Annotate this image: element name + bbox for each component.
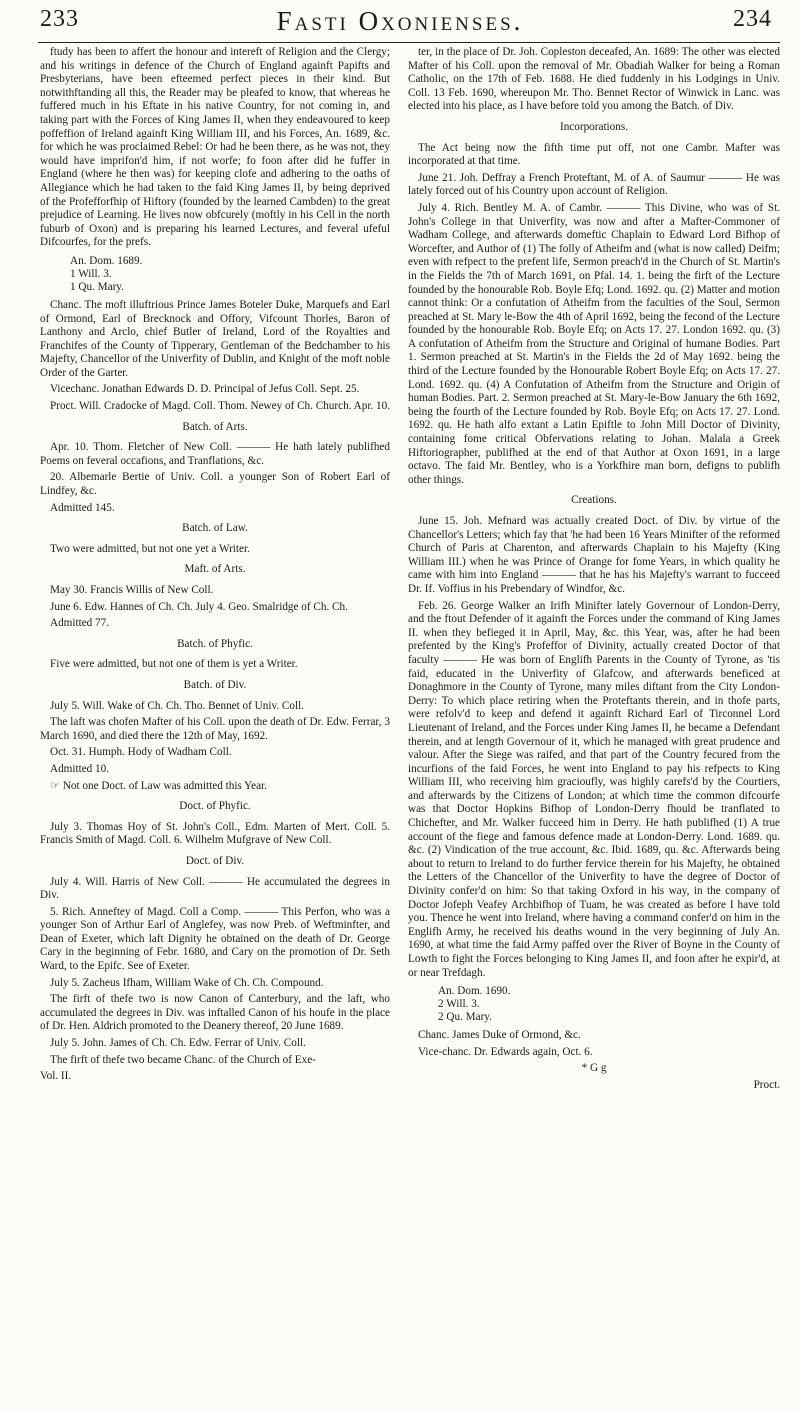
section-heading: Doct. of Div.	[185, 854, 245, 867]
paragraph: ☞ Not one Doct. of Law was admitted this Year.	[50, 779, 267, 792]
section-heading: Maft. of Arts.	[184, 563, 246, 576]
paragraph: July 5. Will. Wake of Ch. Ch. Tho. Bennet of Univ. Coll.	[50, 699, 304, 712]
paragraph: Proct. Will. Cradocke of Magd. Coll. Thom. Newey of Ch. Church. Apr. 10.	[50, 400, 391, 413]
paragraph: Oct. 31. Humph. Hody of Wadham Coll.	[50, 746, 232, 759]
regnal-year: 1 Qu. Mary.	[70, 280, 124, 293]
paragraph: Admitted 77.	[50, 617, 110, 630]
paragraph: July 5. John. James of Ch. Ch. Edw. Ferrar of Univ. Coll.	[50, 1037, 306, 1050]
left-column	[40, 46, 390, 1087]
paragraph: June 6. Edw. Hannes of Ch. Ch. July 4. Geo. Smalridge of Ch. Ch.	[50, 600, 348, 613]
paragraph: Feb. 26. George Walker an Irifh Minifter lately Governour of London-Derry, and the ftout Defender of it againft the Forces under the command of King James II. when they befieged it in April, May, &c. this Year, was, after he had been prefented by the King's Profeffor of Divinity, actually created Doctor of that faculty ——— He was born of Englifh Parents in the County of Tyrone, as 'tis faid, educated in the Univerfity of Glafcow, and afterwards beneficed at Donaghmore in the County of Tyrone, many miles diftant from the City London-Derry: To which place retiring when the Proteftants therein, and in thofe parts, were refolv'd to keep and defend it againft Richard Earl of Tirconnel Lord Lieutenant of Ireland, and the Forces under King James II, he became a Defendant therein, and at length Governour of it, which he managed with great prudence and valour. After the Siege was raifed, and that part of the Country fecured from the incurfions of the faid Forces, he went into England to pay his refpects to King William III, who receiving him gracioufly, was highly carefs'd by the Courtiers, and afterwards by the Citizens of London; at which time the common difcourfe was that Doctor Hopkins Bifhop of London-Derry fhould be tranflated to Chichefter, and Mr. Walker fucceed him in Derry. He hath publifhed (1) A true account of the fiege and famous defence made at London-Derry. Lond. 1689. qu. &c. (2) Vindication of the true account, &c. Ibid. 1689, qu. &c. Afterwards being about to return to Ireland to do further fervice therein for his Majefty, he obtained the Letters of the Chancellor of the Univerfity to have the degree of Doctor of Divinity confer'd on him: So that taking Oxford in his way, in the company of Doctor Jofeph Veafey Archbifhop of Tuam, he was created as before I have told you. Thence he went into Ireland, where having a command confer'd on him in the Englifh Army, he received his deaths wound in the very beginning of July An. 1690, at what time the faid Army paffed over the River of Boyne in the County of Lowth to fight the Forces belonging to King James II, and foon after he expir'd, at or near Trefdagh.	[408, 599, 780, 979]
paragraph: Two were admitted, but not one yet a Writer.	[50, 542, 250, 555]
paragraph: Five were admitted, but not one of them is yet a Writer.	[50, 658, 298, 671]
catchword: Proct.	[753, 1078, 780, 1091]
paragraph: 5. Rich. Anneftey of Magd. Coll a Comp. ——— This Perfon, who was a younger Son of Arthur Earl of Anglefey, was now Preb. of Weftminfter, and Dean of Exeter, which laft Dignity he obtained on the death of Dr. George Cary in the beginning of Febr. 1680, and Cary on the promotion of Dr. Seth Ward, to the Epifc. See of Exeter.	[40, 905, 390, 973]
paragraph: Apr. 10. Thom. Fletcher of New Coll. ——— He hath lately publifhed Poems on feveral occafions, and Tranflations, &c.	[40, 441, 390, 467]
regnal-year-block	[438, 985, 780, 1024]
running-title: Fasti Oxonienses.	[276, 6, 524, 36]
regnal-year: An. Dom. 1689.	[70, 254, 143, 267]
paragraph: Admitted 145.	[50, 501, 115, 514]
paragraph: The Act being now the fifth time put off, not one Cambr. Mafter was incorporated at that time.	[408, 141, 780, 168]
paragraph: July 4. Rich. Bentley M. A. of Cambr. ——— This Divine, who was of St. John's College in that Univerfity, was now and after a Mafter-Commoner of Wadham College, and afterwards domeftic Chaplain to Edward Lord Bifhop of Worcefter, and Author of (1) The folly of Atheifm and (what is now called) Deifm; even with refpect to the prefent life, Sermon preach'd in the Church of St. Martin's in the Fields the 7th of March 1691, on Pfal. 14. 1. being the firft of the Lecture founded by the honourable Rob. Boyle Efq; Lond. 1692. qu. (2) Matter and motion cannot think: Or a confutation of Atheifm from the faculties of the Soul, Sermon preached at St. Mary le-Bow the 4th of April 1692, being the fecond of the Lecture founded by the honourable Rob. Boyle Efq; on Acts 17. 27. London 1692. qu. (3) A confutation of Atheifm from the Structure and Original of humane Bodies. Part 1. Sermon preached at St. Martin's in the Fields the 2d of May 1692. being the third of the Lecture founded by the Honourable Robert Boyle Efq; on Acts 17. 27. Lond. 1692. qu. (4) A Confutation of Atheifm from the Structure and Origin of human Bodies. Part. 2. Sermon preached at St. Mary-le-Bow January the 6th 1692, being the fourth of the Lecture founded by Rob. Boyle Efq; on Acts 17. 27. Lond. 1692. qu. He hath alfo extant a Latin Epiftle to John Mill Doctor of Divinity, containing fome critical Obfervations relating to Johan. Malala a Greek Hiftoriographer, publifhed at the end of that Author at Oxon 1691, in a large octavo. The faid Mr. Bentley, who is a Yorkfhire man born, defigns to publifh other things.	[408, 201, 780, 486]
section-heading: Batch. of Div.	[183, 678, 247, 691]
section-heading: Doct. of Phyfic.	[179, 800, 251, 813]
regnal-year: 2 Qu. Mary.	[438, 1011, 492, 1024]
signature-mark: * G g	[581, 1062, 607, 1075]
paragraph: Vice-chanc. Dr. Edwards again, Oct. 6.	[418, 1045, 593, 1058]
regnal-year: 2 Will. 3.	[438, 998, 480, 1011]
header-rule	[38, 42, 780, 43]
section-heading: Batch. of Law.	[182, 522, 248, 535]
paragraph: July 5. Zacheus Ifham, William Wake of Ch. Ch. Compound.	[50, 976, 324, 989]
paragraph: Admitted 10.	[50, 762, 110, 775]
page-number-right: 234	[733, 6, 772, 32]
paragraph: Chanc. James Duke of Ormond, &c.	[418, 1029, 581, 1042]
paragraph: ter, in the place of Dr. Joh. Copleston deceafed, An. 1689: The other was elected Mafter of his Coll. upon the removal of Mr. Obadiah Walker for being a Roman Catholic, on the 17th of Feb. 1688. He died fuddenly in his Lodgings in Univ. Coll. 13 Feb. 1690, whereupon Mr. Tho. Bennet Rector of Winwick in Lanc. was elected into his place, as I have before told you among the Batch. of Div.	[408, 46, 780, 113]
paragraph: June 15. Joh. Mefnard was actually created Doct. of Div. by virtue of the Chancellor's Letters; which fay that 'he had been 16 Years Minifter of the reformed Church of Paris at Charenton, and afterwards Chaplain to his Majefty (King William III.) when he was Prince of Orange for fome Years, in which quality he came with him into England ——— that he has his Majefty's warrant to fucceed Dr. If. Voffius in his Prebendary of Windfor, &c.	[408, 515, 780, 595]
paragraph: The firft of thefe two is now Canon of Canterbury, and the laft, who accumulated the degrees in Div. was inftalled Canon of his houfe in the place of Dr. Hen. Aldrich promoted to the Deanery thereof, 20 June 1689.	[40, 993, 390, 1033]
regnal-year: An. Dom. 1690.	[438, 985, 511, 998]
section-heading: Batch. of Arts.	[182, 420, 248, 433]
section-heading: Incorporations.	[559, 120, 629, 133]
paragraph: June 21. Joh. Deffray a French Proteftant, M. of A. of Saumur ——— He was lately forced out of his Country upon account of Religion.	[408, 171, 780, 198]
regnal-year: 1 Will. 3.	[70, 267, 112, 280]
paragraph: 20. Albemarle Bertie of Univ. Coll. a younger Son of Robert Earl of Lindfey, &c.	[40, 471, 390, 498]
paragraph: July 4. Will. Harris of New Coll. ——— He accumulated the degrees in Div.	[40, 875, 390, 902]
section-heading: Creations.	[571, 494, 617, 507]
page-number-left: 233	[40, 6, 79, 32]
paragraph: The laft was chofen Mafter of his Coll. upon the death of Dr. Edw. Ferrar, 3 March 1690, and died there the 12th of May, 1692.	[40, 716, 390, 742]
paragraph: May 30. Francis Willis of New Coll.	[50, 584, 214, 596]
section-heading: Batch. of Phyfic.	[177, 637, 253, 650]
volume-signature: Vol. II.	[40, 1070, 72, 1083]
paragraph: The firft of thefe two became Chanc. of the Church of Exe-	[50, 1053, 316, 1066]
paragraph: Chanc. The moft illuftrious Prince James Boteler Duke, Marquefs and Earl of Ormond, Earl of Brecknock and Offory, Vifcount Thorles, Baron of Lanthony and Arclo, chief Butler of Ireland, Lord of the Royalties and Franchifes of the County of Tipperary, Gentleman of the Bedchamber to his Majefty, Chancellor of the Univerfity of Dublin, and Knight of the moft noble Order of the Garter.	[40, 298, 390, 379]
right-column	[408, 46, 780, 1096]
regnal-year-block	[70, 255, 390, 294]
paragraph: July 3. Thomas Hoy of St. John's Coll., Edm. Marten of Mert. Coll. 5. Francis Smith of Magd. Coll. 6. Wilhelm Mufgrave of New Coll.	[40, 820, 390, 847]
paragraph: ftudy has been to affert the honour and intereft of Religion and the Clergy; and his writings in defence of the Church of England againft Papifts and Presbyterians, have been efteemed perfect pieces in their kind. But notwithftanding all this, the Reader may be pleafed to know, that whereas he fuffered much in his Eftate in his native Country, for not coming in, and taking part with the Forces of King James II, when they endeavoured to keep poffeffion of Ireland againft King William III, and his Forces, An. 1689, &c. for which he was proclaimed Rebel: Or had he been there, as he was not, they would have imprifon'd him, if not worfe; fo foon after did he fuffer in England (where he then was) for keeping clofe and adhering to the oaths of Allegiance which he had taken to the faid King James II, by being deprived of the Profefforfhip of Hiftory (founded by the learned Cambden) to the great prejudice of Learning. He lives now obfcurely (moftly in his Cell in the north fuburb of Oxon) and is preparing his learned Lectures, and feveral ufeful Difcourfes, for the prefs.	[40, 46, 390, 249]
paragraph: Vicechanc. Jonathan Edwards D. D. Principal of Jefus Coll. Sept. 25.	[50, 383, 360, 396]
